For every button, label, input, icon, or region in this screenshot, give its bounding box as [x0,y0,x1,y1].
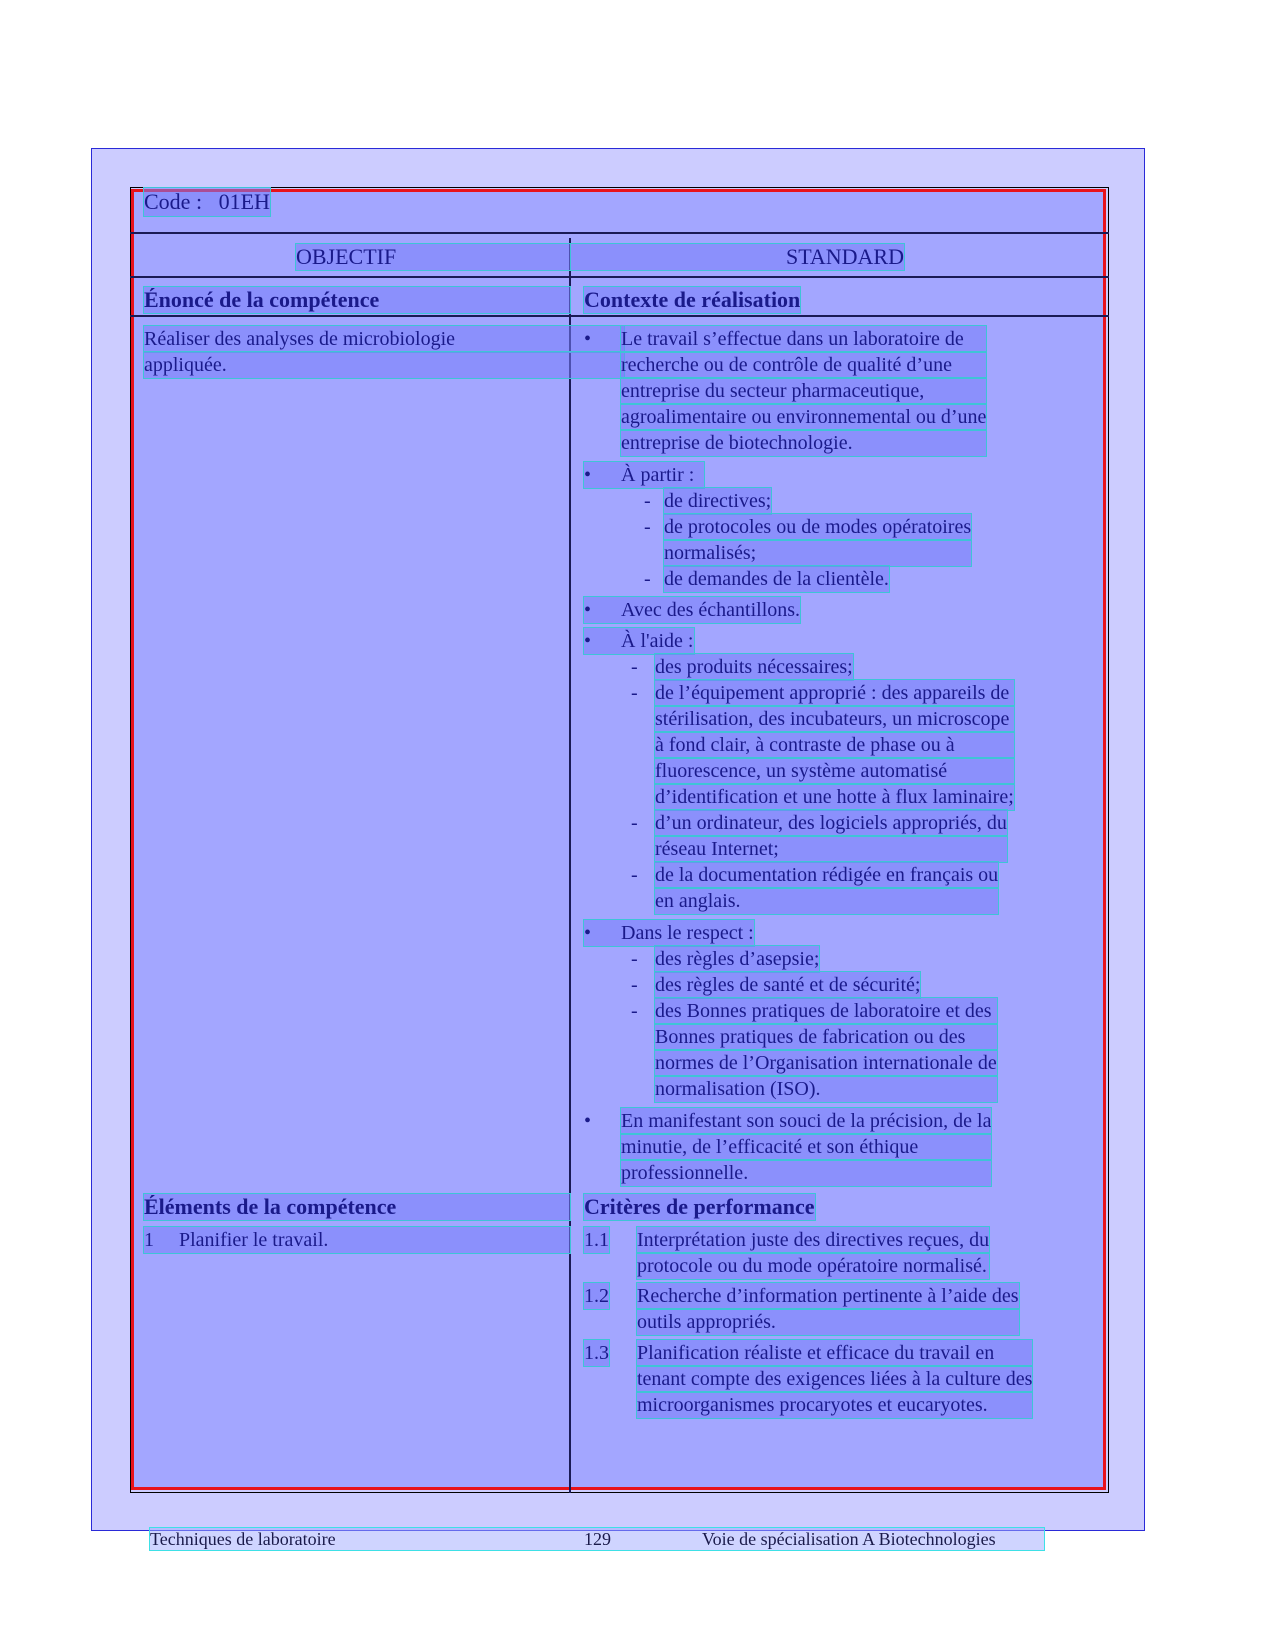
text-line: entreprise de biotechnologie. [621,430,986,456]
contexte-item-3 [584,597,800,623]
sub-item: de demandes de la clientèle. [664,568,889,590]
bullet-mark: • [584,630,592,652]
sub-item: de directives; [664,490,772,512]
bullet-mark: • [584,1110,592,1132]
code-line [144,188,270,216]
contexte-item-2 [584,462,704,488]
element-item [144,1227,570,1253]
text-line: minutie, de l’efficacité et son éthique [621,1134,991,1160]
text-line: tenant compte des exigences liées à la culture des [637,1368,1033,1390]
code-label: Code : [144,189,203,214]
text-line: entreprise du secteur pharmaceutique, [621,378,986,404]
text-line: de protocoles ou de modes opératoires [664,516,972,538]
text-line: des Bonnes pratiques de laboratoire et des [655,998,997,1024]
element-number: 1 [144,1229,154,1251]
sub-item: des produits nécessaires; [655,656,853,678]
row-divider [130,276,1109,278]
text-line: réseau Internet; [655,836,1007,862]
critere-number: 1.1 [584,1229,609,1251]
sub-bullet-mark: - [644,490,651,512]
row-divider [130,232,1109,234]
critere-item [637,1283,1019,1335]
header-standard: STANDARD [571,244,904,270]
text-line: professionnelle. [621,1160,991,1186]
sub-bullet-mark: - [631,974,638,996]
text-line: en anglais. [655,888,998,914]
text-line: Le travail s’effectue dans un laboratoire de [621,326,986,352]
elements-title: Éléments de la compétence [144,1194,570,1220]
item-text: Dans le respect : [621,922,754,944]
sub-bullet-mark: - [631,1000,638,1022]
sub-bullet-mark: - [644,516,651,538]
text-line: normalisés; [664,540,971,566]
sub-bullet-mark: - [631,812,638,834]
critere-item [637,1340,1032,1418]
contexte-item-5 [584,920,754,946]
contexte-item-6 [621,1108,991,1186]
item-text: À partir : [621,464,695,486]
page-number: 129 [584,1529,611,1549]
text-line: normalisation (ISO). [655,1076,997,1102]
text-line: Bonnes pratiques de fabrication ou des [655,1024,997,1050]
criteres-title: Critères de performance [584,1194,815,1219]
text-line: recherche ou de contrôle de qualité d’une [621,352,986,378]
text-line: microorganismes procaryotes et eucaryotes. [637,1392,1032,1418]
sub-bullet-mark: - [631,948,638,970]
sub-item: des règles de santé et de sécurité; [655,974,921,996]
contexte-title: Contexte de réalisation [584,287,801,312]
text-line: Planification réaliste et efficace du travail en [637,1340,1032,1366]
sub-bullet-mark: - [644,568,651,590]
text-line: stérilisation, des incubateurs, un microscope [655,706,1014,732]
contexte-item-4 [584,628,694,654]
header-objectif: OBJECTIF [296,244,570,270]
text-line: de l’équipement approprié : des appareils de [655,680,1014,706]
text-line: agroalimentaire ou environnemental ou d’une [621,406,987,428]
bullet-mark: • [584,922,592,944]
element-text: Planifier le travail. [179,1229,329,1251]
sub-item [664,514,971,566]
text-line: En manifestant son souci de la précision, de la [621,1110,992,1132]
sub-item [655,862,998,914]
row-divider [130,315,1109,317]
text-line: à fond clair, à contraste de phase ou à [655,732,1014,758]
text-line: Recherche d’information pertinente à l’aide des [637,1285,1019,1307]
page-footer [150,1528,1044,1550]
footer-right: Voie de spécialisation A Biotechnologies [702,1529,996,1549]
text-line: outils appropriés. [637,1309,1019,1335]
code-value: 01EH [218,189,270,214]
column-divider [569,238,571,1493]
bullet-mark: • [584,599,592,621]
sub-item [655,998,997,1102]
bullet-mark: • [584,328,592,350]
text-line: d’identification et une hotte à flux laminaire; [655,786,1014,808]
footer-left: Techniques de laboratoire [150,1529,336,1549]
sub-item [655,680,1014,810]
text-line: de la documentation rédigée en français ou [655,864,999,886]
sub-item [655,810,1007,862]
critere-number: 1.3 [584,1342,609,1364]
sub-bullet-mark: - [631,656,638,678]
text-line: Interprétation juste des directives reçues, du [637,1229,990,1251]
sub-item: des règles d’asepsie; [655,948,820,970]
critere-item [637,1227,989,1279]
enonce-title: Énoncé de la compétence [144,287,570,313]
bullet-mark: • [584,464,592,486]
item-text: Avec des échantillons. [621,599,801,621]
enonce-line: Réaliser des analyses de microbiologie [144,326,624,352]
sub-bullet-mark: - [631,864,638,886]
sub-bullet-mark: - [631,682,638,704]
text-line: fluorescence, un système automatisé [655,758,1014,784]
item-text: À l'aide : [621,630,694,652]
text-line: normes de l’Organisation internationale de [655,1052,997,1074]
text-line: d’un ordinateur, des logiciels appropriés, du [655,812,1007,834]
contexte-item-1 [621,326,986,456]
enonce-line: appliquée. [144,352,624,378]
text-line: protocole ou du mode opératoire normalisé. [637,1253,989,1279]
critere-number: 1.2 [584,1285,609,1307]
